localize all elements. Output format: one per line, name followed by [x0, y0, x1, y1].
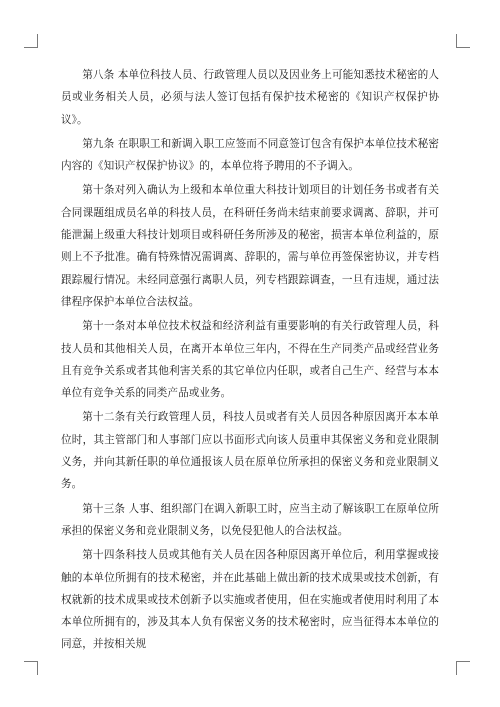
article-13-paragraph: 第十三条 人事、组织部门在调入新职工时，应当主动了解该职工在原单位所承担的保密义务和竞业限制义务，以免侵犯他人的合法权益。 [61, 502, 439, 537]
article-14-paragraph: 第十四条科技人员或其他有关人员在因各种原因离开单位后，利用掌握或接触的本单位所拥有的技术秘密，并在此基础上做出新的技术成果或技术创新，有权就新的技术成果或技术创新予以实施或者使用，但在实施或者使用时利用了本本单位所拥有的，涉及其本人负有保密义务的技术秘密时，应当征得本本单位的同意，并按相关规 [61, 549, 439, 651]
article-10-paragraph: 第十条对列入确认为上级和本单位重大科技计划项目的计划任务书或者有关合同课题组成员名单的科技人员，在科研任务尚未结束前要求调离、辞职，并可能泄漏上级重大科技计划项目或科研任务所涉及的秘密，损害本单位利益的，原则上不予批准。确有特殊情况需调离、辞职的，需与单位再签保密协议，并专档跟踪履行情况。未经同意强行离职人员，列专档跟踪调查，一旦有违规，通过法律程序保护本单位合法权益。 [61, 184, 439, 308]
crop-mark-bottom-left [24, 661, 38, 675]
crop-mark-bottom-right [456, 661, 470, 675]
article-8-paragraph: 第八条 本单位科技人员、行政管理人员以及因业务上可能知悉技术秘密的人员或业务相关人员，必须与法人签订包括有保护技术秘密的《知识产权保护协议》。 [61, 69, 439, 126]
document-body [61, 64, 439, 658]
article-12-paragraph: 第十二条有关行政管理人员，科技人员或者有关人员因各种原因离开本本单位时，其主管部门和人事部门应以书面形式向该人员重申其保密义务和竞业限制义务，并向其新任职的单位通报该人员在原单位所承担的保密义务和竞业限制义务。 [61, 411, 439, 491]
crop-mark-top-right [456, 34, 470, 48]
article-11-paragraph: 第十一条对本单位技术权益和经济利益有重要影响的有关行政管理人员，科技人员和其他相关人员，在离开本单位三年内，不得在生产同类产品或经营业务且有竞争关系或者其他利害关系的其它单位内任职，或者自己生产、经营与本本单位有竞争关系的同类产品或业务。 [61, 320, 439, 400]
article-9-paragraph: 第九条 在职职工和新调入职工应签而不同意签订包含有保护本单位技术秘密内容的《知识产权保护协议》的，本单位将予聘用的不予调入。 [61, 137, 439, 173]
crop-mark-top-left [24, 34, 38, 48]
